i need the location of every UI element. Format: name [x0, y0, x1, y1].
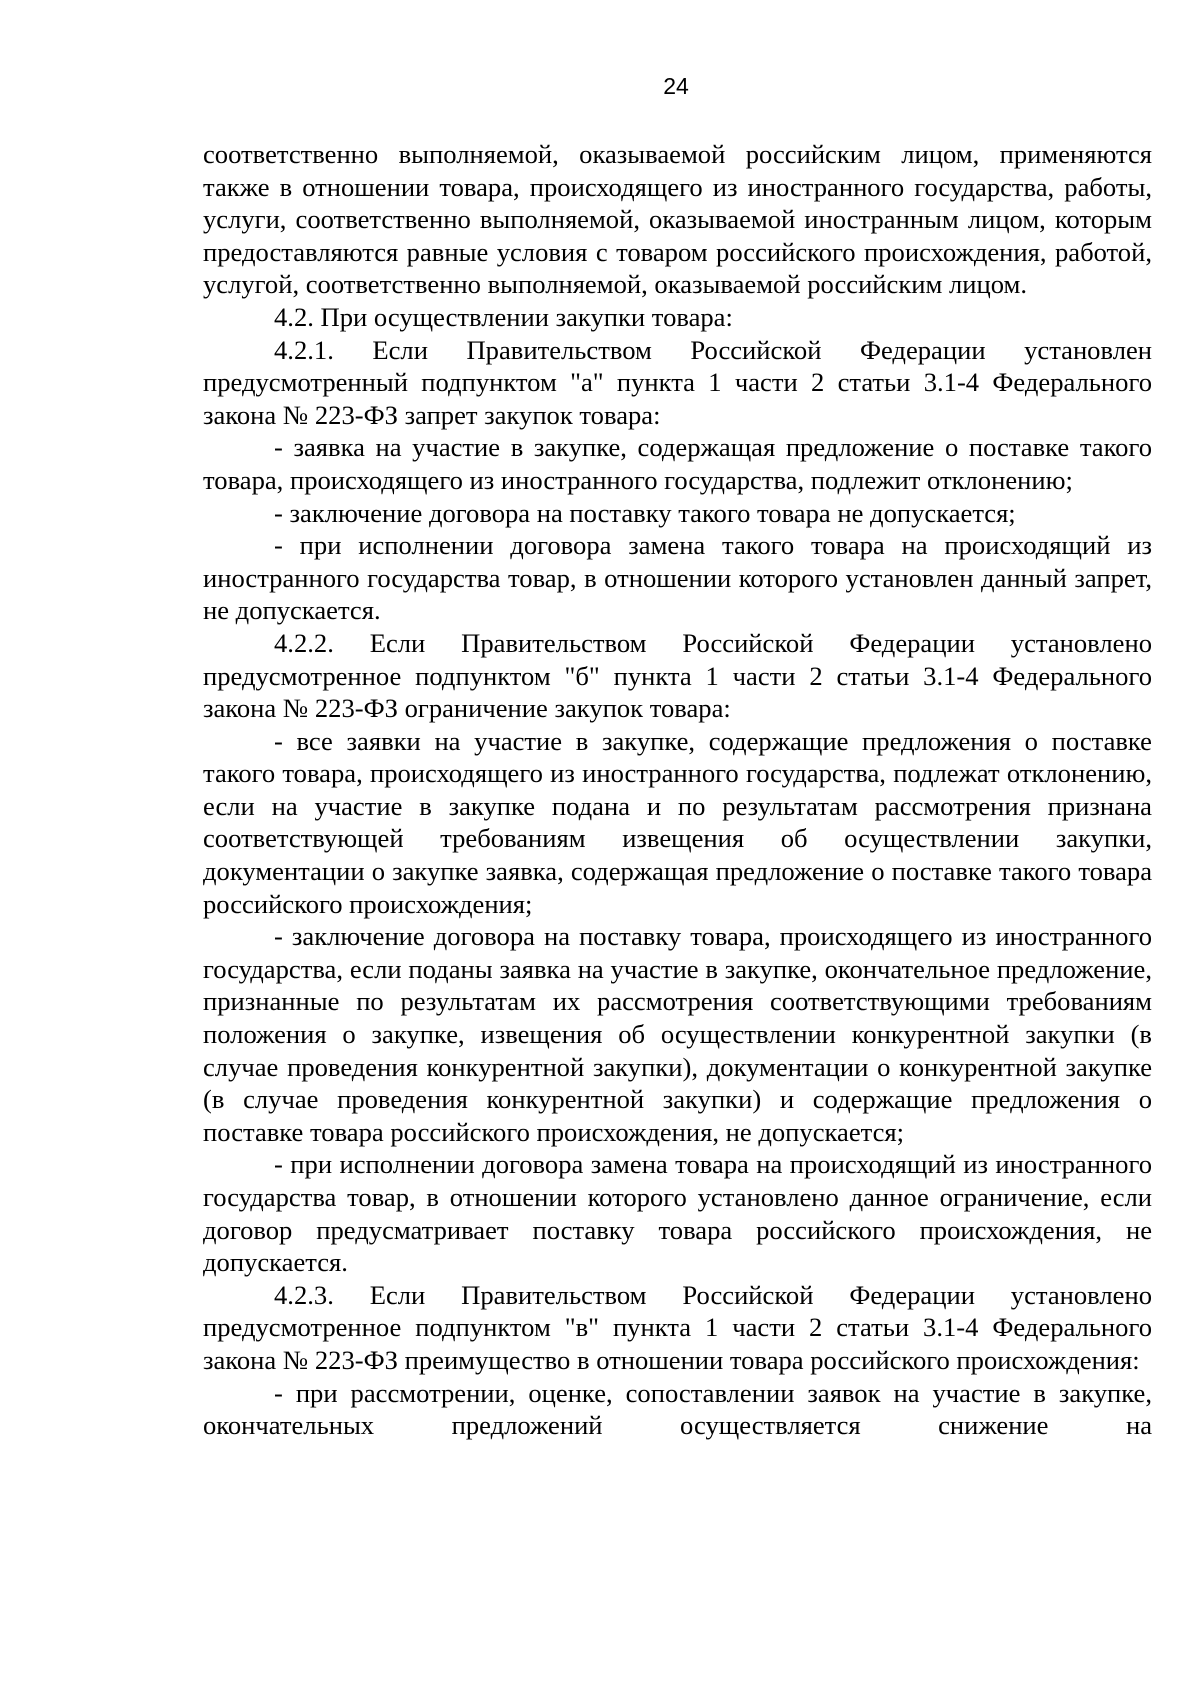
paragraph-continuation: соответственно выполняемой, оказываемой российским лицом, применяются также в отношении товара, происходящего из иностранного государства, работы, услуги, соответственно выполняемой, оказываемой иностранным лицом, которым предоставляются равные условия с товаром российского происхождения, работой, услугой, соответственно выполняемой, оказываемой российским лицом. — [203, 139, 1152, 300]
list-item-application-rejection: - заявка на участие в закупке, содержащая предложение о поставке такого товара, происходящего из иностранного государства, подлежит отклонению; — [203, 432, 1152, 495]
list-item-replacement-not-allowed: - при исполнении договора замена такого товара на происходящий из иностранного государства товар, в отношении которого установлен данный запрет, не допускается. — [203, 530, 1152, 626]
list-item-contract-not-allowed: - заключение договора на поставку такого товара не допускается; — [274, 497, 1016, 528]
page-number: 24 — [663, 73, 689, 99]
list-item-contract-foreign-goods: - заключение договора на поставку товара, происходящего из иностранного государства, если поданы заявка на участие в закупке, окончательное предложение, признанные по результатам их рассмотрения соответствующими требованиям положения о закупке, извещения об осуществлении конкурентной закупки (в случае проведения конкурентной закупки), документации о конкурентной закупке (в случае проведения конкурентной закупки) и содержащие предложения о поставке товара российского происхождения, не допускается; — [203, 921, 1152, 1147]
list-item-replacement-restriction: - при исполнении договора замена товара на происходящий из иностранного государства товар, в отношении которого установлено данное ограничение, если договор предусматривает поставку товара российского происхождения, не допускается. — [203, 1149, 1152, 1278]
list-item-evaluation-reduction: - при рассмотрении, оценке, сопоставлении заявок на участие в закупке, окончательных предложений осуществляется снижение на — [203, 1377, 1152, 1441]
list-item-all-applications-rejection: - все заявки на участие в закупке, содержащие предложения о поставке такого товара, происходящего из иностранного государства, подлежат отклонению, если на участие в закупке подана и по результатам рассмотрения признана соответствующей требованиям извещения об осуществлении закупки, документации о закупке заявка, содержащая предложение о поставке такого товара российского происхождения; — [203, 725, 1152, 919]
paragraph-4-2-2: 4.2.2. Если Правительством Российской Федерации установлено предусмотренное подпунктом "б" пункта 1 части 2 статьи 3.1-4 Федерального закона № 223-ФЗ ограничение закупок товара: — [203, 627, 1152, 724]
document-body — [203, 138, 1152, 1442]
paragraph-4-2-1: 4.2.1. Если Правительством Российской Федерации установлен предусмотренный подпунктом "а" пункта 1 части 2 статьи 3.1-4 Федерального закона № 223-ФЗ запрет закупок товара: — [203, 334, 1152, 430]
paragraph-4-2: 4.2. При осуществлении закупки товара: — [274, 301, 733, 332]
paragraph-4-2-3: 4.2.3. Если Правительством Российской Федерации установлено предусмотренное подпунктом "в" пункта 1 части 2 статьи 3.1-4 Федерального закона № 223-ФЗ преимущество в отношении товара российского происхождения: — [203, 1279, 1152, 1375]
